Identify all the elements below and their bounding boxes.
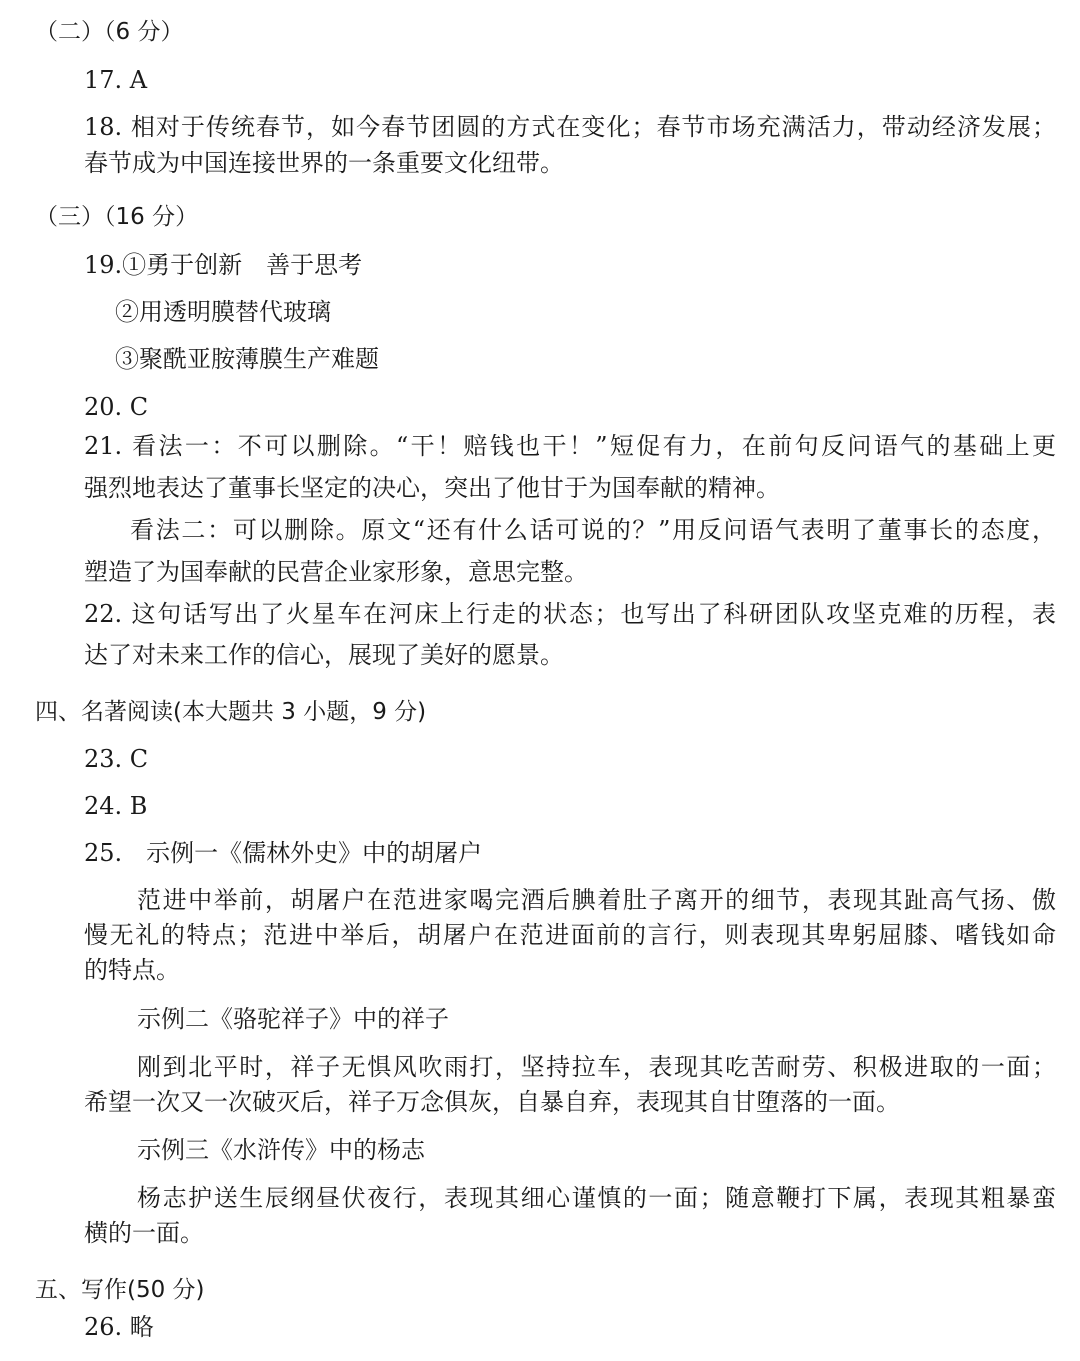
answer-19-line3: ③聚酰亚胺薄膜生产难题: [115, 345, 379, 373]
answer-26: 26. 略: [84, 1313, 154, 1341]
answer-22-line2: 达了对未来工作的信心，展现了美好的愿景。: [84, 641, 564, 669]
answer-25-example3-title: 示例三《水浒传》中的杨志: [137, 1136, 425, 1164]
answer-21-line4: 塑造了为国奉献的民营企业家形象，意思完整。: [84, 558, 588, 586]
part2-heading: （二）（6 分）: [35, 19, 184, 45]
answer-18-line1: 18. 相对于传统春节，如今春节团圆的方式在变化；春节市场充满活力，带动经济发展；: [84, 113, 1056, 141]
answer-25-example3-line2: 横的一面。: [84, 1219, 204, 1247]
answer-19-line1: 19.①勇于创新 善于思考: [84, 251, 363, 279]
section4-heading: 四、名著阅读(本大题共 3 小题，9 分): [35, 699, 427, 725]
answer-19-line2: ②用透明膜替代玻璃: [115, 298, 331, 326]
answer-22-line1: 22. 这句话写出了火星车在河床上行走的状态；也写出了科研团队攻坚克难的历程，表: [84, 600, 1056, 628]
answer-18-line2: 春节成为中国连接世界的一条重要文化纽带。: [84, 149, 564, 177]
answer-25-example1-title: 25. 示例一《儒林外史》中的胡屠户: [84, 839, 483, 867]
answer-17: 17. A: [84, 66, 148, 94]
answer-25-example1-line3: 的特点。: [84, 956, 180, 984]
answer-25-example2-title: 示例二《骆驼祥子》中的祥子: [137, 1005, 449, 1033]
answer-24: 24. B: [84, 792, 148, 820]
part3-heading: （三）（16 分）: [35, 204, 199, 230]
answer-25-example3-line1: 杨志护送生辰纲昼伏夜行，表现其细心谨慎的一面；随意鞭打下属，表现其粗暴蛮: [137, 1184, 1056, 1212]
answer-25-example2-line1: 刚到北平时，祥子无惧风吹雨打，坚持拉车，表现其吃苦耐劳、积极进取的一面；: [137, 1053, 1056, 1081]
answer-21-line3: 看法二：可以删除。原文“还有什么话可说的？”用反问语气表明了董事长的态度，: [130, 516, 1056, 544]
answer-25-example1-line1: 范进中举前，胡屠户在范进家喝完酒后腆着肚子离开的细节，表现其趾高气扬、傲: [137, 886, 1056, 914]
answer-21-line1: 21. 看法一：不可以删除。“干！赔钱也干！”短促有力，在前句反问语气的基础上更: [84, 432, 1056, 460]
answer-25-example1-line2: 慢无礼的特点；范进中举后，胡屠户在范进面前的言行，则表现其卑躬屈膝、嗜钱如命: [84, 921, 1056, 949]
answer-21-line2: 强烈地表达了董事长坚定的决心，突出了他甘于为国奉献的精神。: [84, 474, 780, 502]
answer-20: 20. C: [84, 393, 149, 421]
section5-heading: 五、写作(50 分): [35, 1277, 205, 1303]
answer-25-example2-line2: 希望一次又一次破灭后，祥子万念俱灰，自暴自弃，表现其自甘堕落的一面。: [84, 1088, 900, 1116]
answer-23: 23. C: [84, 745, 149, 773]
